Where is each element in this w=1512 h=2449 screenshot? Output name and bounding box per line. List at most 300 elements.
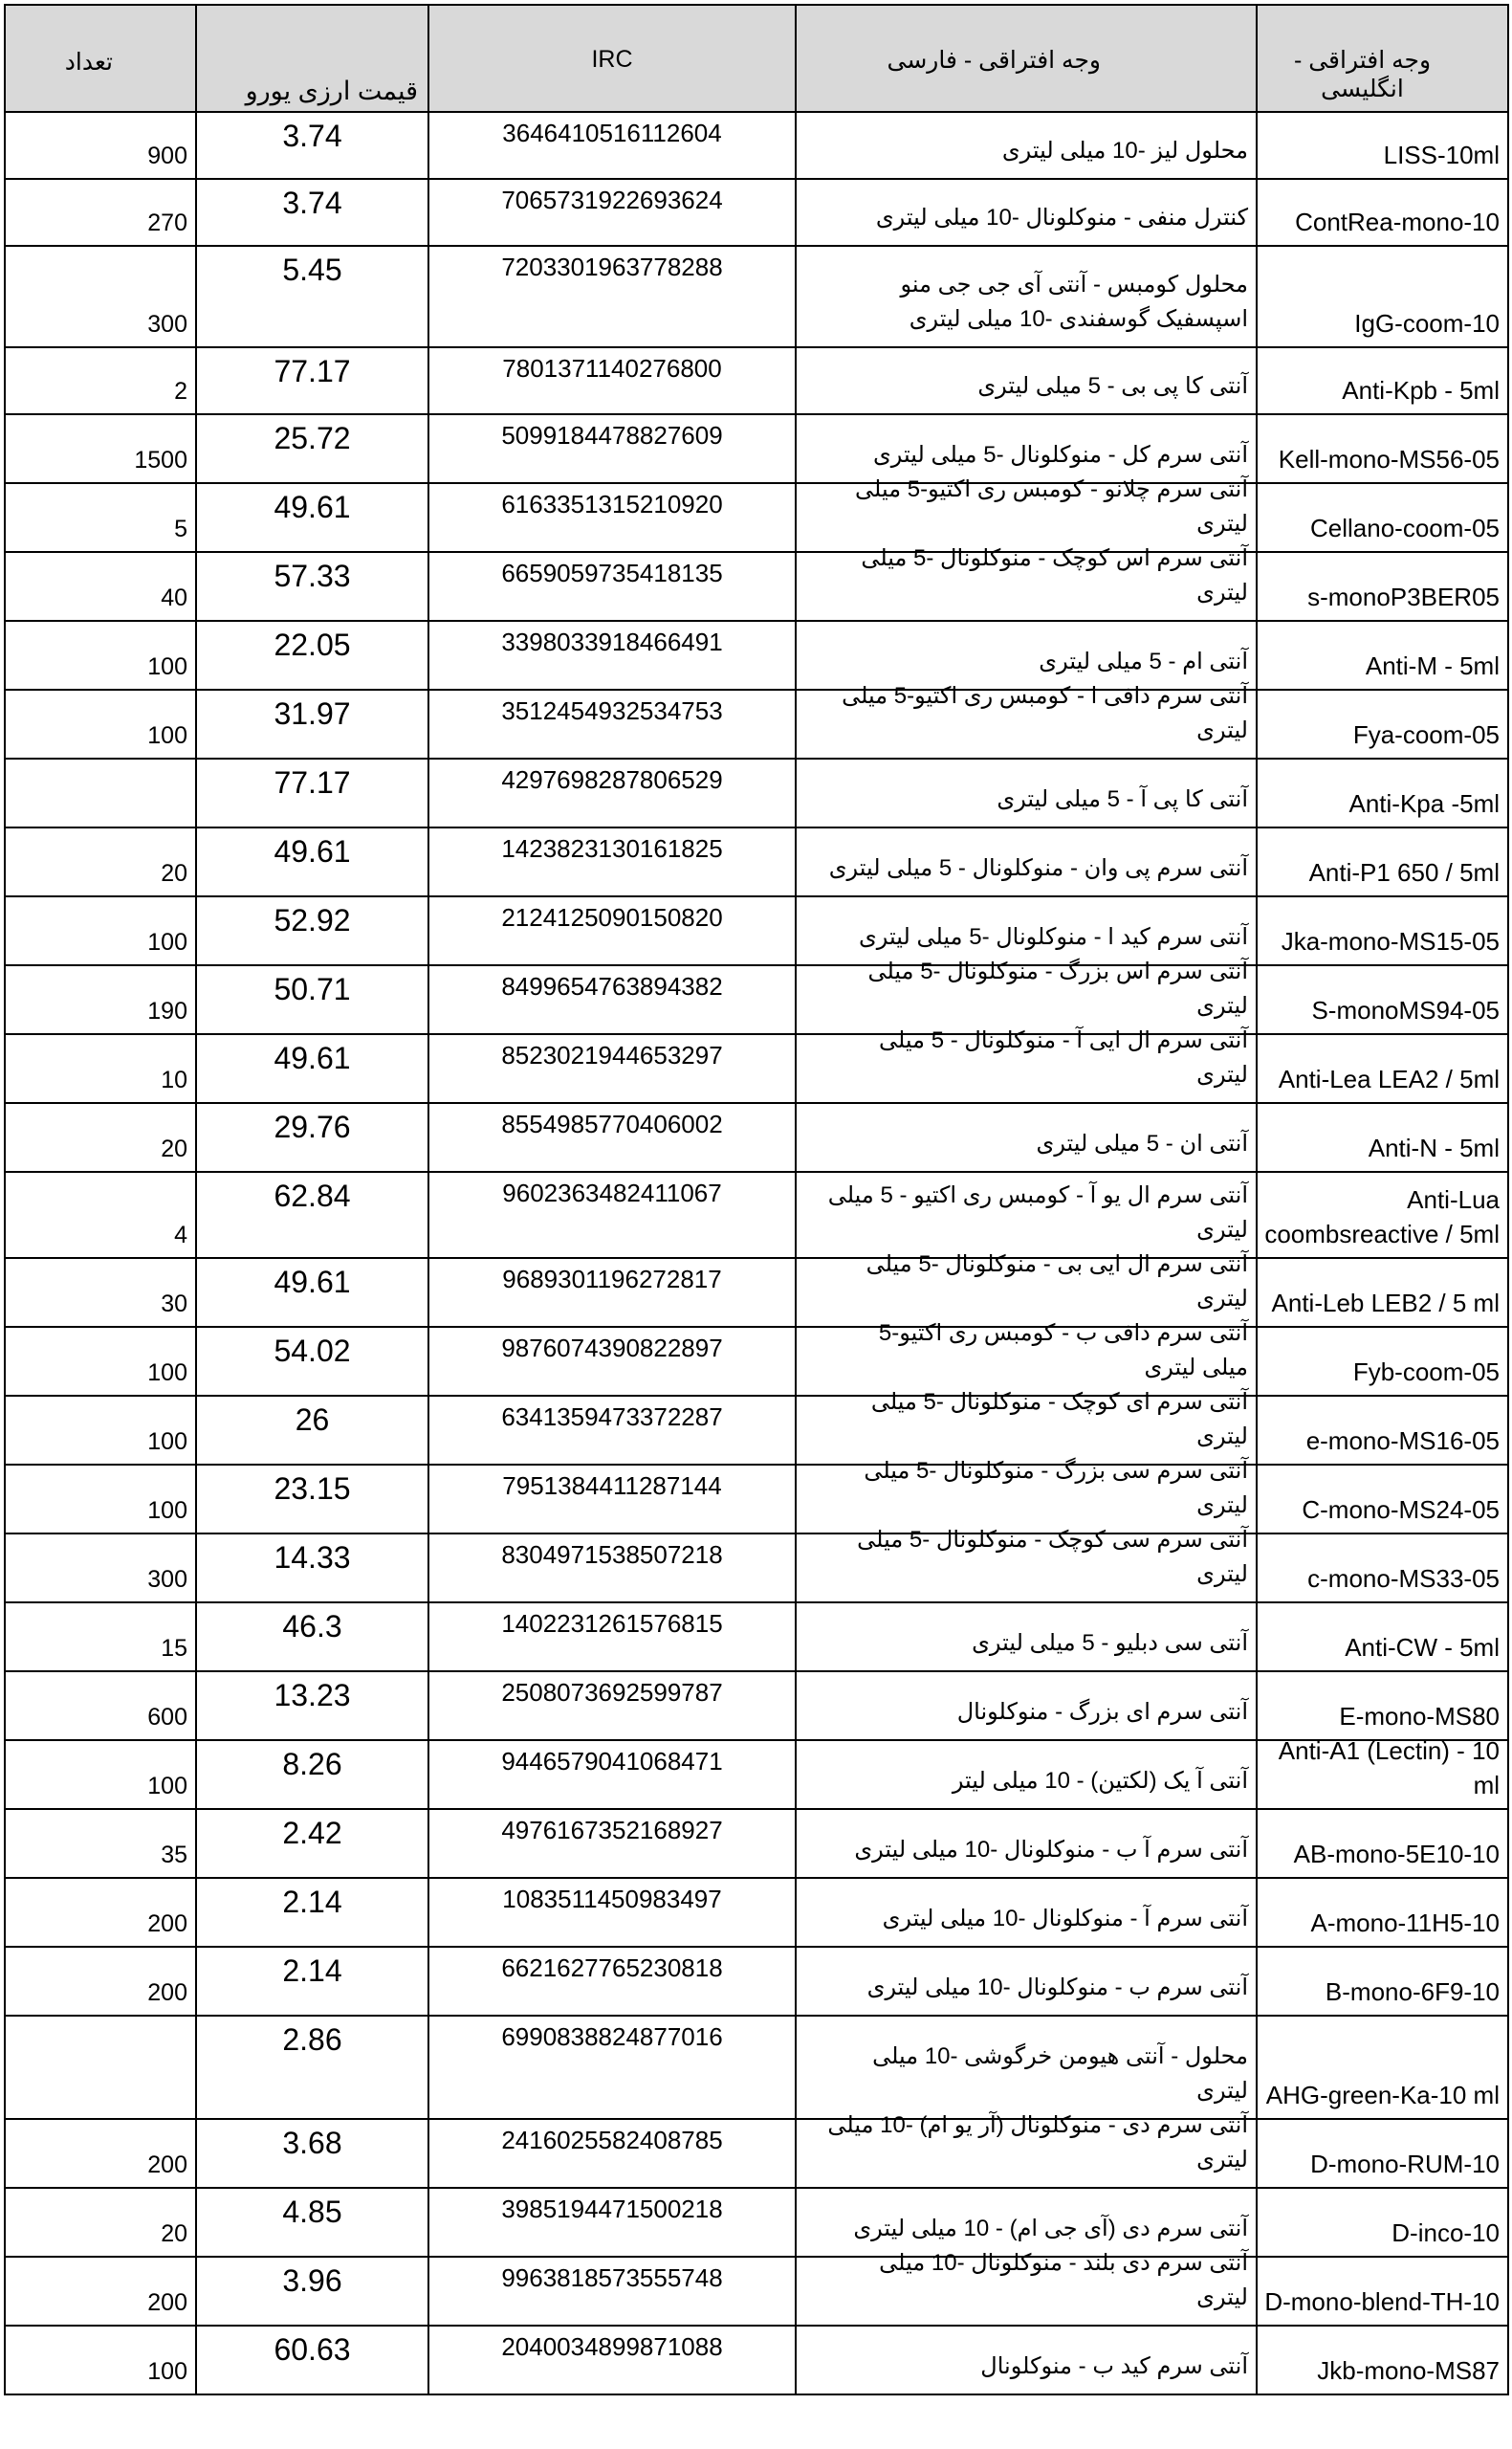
row-price-cell — [196, 1740, 428, 1809]
row-count: 300 — [147, 1566, 187, 1593]
row-irc-cell — [428, 2016, 796, 2119]
row-irc-cell — [428, 690, 796, 759]
row-name-english: Jka-mono-MS15-05 — [1281, 927, 1500, 956]
row-irc: 3398033918466491 — [501, 628, 723, 656]
row-name-english: LISS-10ml — [1383, 141, 1500, 169]
row-irc-cell — [428, 1533, 796, 1602]
row-name-english-cell — [1257, 246, 1508, 347]
row-count-cell — [5, 621, 196, 690]
row-name-english-cell — [1257, 414, 1508, 483]
row-count: 600 — [147, 1704, 187, 1731]
row-irc-cell — [428, 1034, 796, 1103]
row-price: 25.72 — [274, 421, 351, 455]
row-irc: 6163351315210920 — [501, 490, 723, 518]
row-irc: 9602363482411067 — [502, 1179, 722, 1207]
row-name-english-cell — [1257, 1602, 1508, 1671]
table-row — [5, 1878, 1508, 1947]
row-name-english-cell — [1257, 965, 1508, 1034]
row-name-farsi-cell — [796, 1740, 1257, 1809]
row-name-farsi-cell — [796, 1602, 1257, 1671]
row-count: 100 — [147, 1773, 187, 1799]
row-name-english: A-mono-11H5-10 — [1310, 1908, 1500, 1937]
table-row — [5, 2119, 1508, 2188]
row-price-cell — [196, 1396, 428, 1465]
row-name-farsi: آنتی سرم دی بلند - منوکلونال -10 میلی لیتری — [879, 2250, 1248, 2310]
row-price: 29.76 — [274, 1110, 351, 1144]
table-row — [5, 483, 1508, 552]
row-name-english-cell — [1257, 1327, 1508, 1396]
row-irc-cell — [428, 2257, 796, 2326]
row-name-english-cell — [1257, 896, 1508, 965]
table-row — [5, 690, 1508, 759]
row-name-english-cell — [1257, 2326, 1508, 2394]
row-irc-cell — [428, 483, 796, 552]
row-name-english-cell — [1257, 621, 1508, 690]
row-name-farsi: آنتی سرم ال یو آ - کومبس ری اکتیو - 5 میلی لیتری — [827, 1182, 1248, 1243]
row-count-cell — [5, 414, 196, 483]
row-count: 15 — [161, 1635, 187, 1662]
row-name-farsi: آنتی سرم دافی ب - کومبس ری اکتیو-5 میلی لیتری — [878, 1320, 1248, 1380]
row-count-cell — [5, 1103, 196, 1172]
row-name-farsi-cell — [796, 347, 1257, 414]
table-row — [5, 965, 1508, 1034]
row-price-cell — [196, 1671, 428, 1740]
row-count: 100 — [147, 1497, 187, 1524]
row-price: 2.14 — [282, 1885, 342, 1919]
row-name-english-cell — [1257, 1258, 1508, 1327]
row-name-english: Kell-mono-MS56-05 — [1278, 445, 1500, 474]
row-price-cell — [196, 1172, 428, 1258]
row-count-cell — [5, 552, 196, 621]
row-name-farsi-cell — [796, 2112, 1257, 2188]
header-count: تعداد — [5, 5, 196, 112]
row-irc: 3512454932534753 — [501, 696, 723, 725]
row-count-cell — [5, 2257, 196, 2326]
row-count: 100 — [147, 1359, 187, 1386]
table-row — [5, 1465, 1508, 1533]
row-irc-cell — [428, 896, 796, 965]
row-price-cell — [196, 179, 428, 246]
row-price-cell — [196, 1103, 428, 1172]
row-name-english-cell — [1257, 2188, 1508, 2257]
row-name-english: S-monoMS94-05 — [1311, 996, 1500, 1025]
table-row — [5, 2188, 1508, 2257]
row-count-cell — [5, 2016, 196, 2119]
row-name-english-cell — [1257, 179, 1508, 246]
row-name-english-cell — [1257, 1878, 1508, 1947]
row-price-cell — [196, 1602, 428, 1671]
row-irc-cell — [428, 965, 796, 1034]
row-name-english-cell — [1257, 552, 1508, 621]
row-name-farsi-cell — [796, 1947, 1257, 2016]
row-price-cell — [196, 965, 428, 1034]
row-irc: 3646410516112604 — [502, 119, 722, 147]
row-irc-cell — [428, 1465, 796, 1533]
row-price-cell — [196, 2326, 428, 2394]
row-price: 3.74 — [282, 119, 342, 153]
row-count-cell — [5, 2326, 196, 2394]
row-name-farsi-cell — [796, 179, 1257, 246]
row-irc: 9446579041068471 — [501, 1747, 723, 1776]
row-irc-cell — [428, 179, 796, 246]
row-name-farsi: آنتی سرم دافی ا - کومبس ری اکتیو-5 میلی لیتری — [842, 683, 1248, 743]
row-price-cell — [196, 690, 428, 759]
row-irc-cell — [428, 1809, 796, 1878]
row-price-cell — [196, 827, 428, 896]
row-price: 60.63 — [274, 2332, 351, 2367]
row-price: 23.15 — [274, 1471, 351, 1506]
row-irc: 1083511450983497 — [502, 1885, 722, 1913]
row-name-farsi: آنتی ام - 5 میلی لیتری — [1039, 649, 1248, 674]
table-row — [5, 827, 1508, 896]
row-price: 49.61 — [274, 490, 351, 524]
row-price: 2.86 — [282, 2022, 342, 2057]
row-name-farsi: آنتی سرم ال ایی بی - منوکلونال -5 میلی لیتری — [866, 1251, 1248, 1312]
row-irc: 8499654763894382 — [501, 972, 723, 1001]
row-name-english-cell — [1257, 112, 1508, 179]
row-count: 190 — [147, 998, 187, 1025]
row-name-farsi: آنتی سرم ای کوچک - منوکلونال -5 میلی لیتری — [870, 1389, 1248, 1449]
row-price: 26 — [295, 1402, 330, 1437]
table-row — [5, 112, 1508, 179]
row-price-cell — [196, 2257, 428, 2326]
product-table — [4, 4, 1509, 2395]
row-price: 5.45 — [282, 253, 342, 287]
row-irc-cell — [428, 1396, 796, 1465]
row-irc: 5099184478827609 — [501, 421, 723, 450]
row-name-farsi-cell — [796, 1527, 1257, 1602]
row-name-english-cell — [1257, 483, 1508, 552]
row-irc-cell — [428, 1602, 796, 1671]
row-irc: 2124125090150820 — [501, 903, 723, 932]
row-name-farsi: آنتی سرم ب - منوکلونال -10 میلی لیتری — [866, 1975, 1248, 2000]
header-english: وجه افتراقی - انگلیسی — [1257, 5, 1508, 112]
row-irc: 6659059735418135 — [501, 559, 723, 587]
row-name-english: Anti-Lua coombsreactive / 5ml — [1264, 1185, 1500, 1248]
row-name-farsi-cell — [796, 2016, 1257, 2119]
table-row — [5, 2257, 1508, 2326]
row-name-english: Fyb-coom-05 — [1352, 1357, 1500, 1386]
row-price-cell — [196, 1809, 428, 1878]
row-price: 50.71 — [274, 972, 351, 1006]
row-price: 52.92 — [274, 903, 351, 938]
table-row — [5, 1809, 1508, 1878]
row-irc-cell — [428, 1172, 796, 1258]
row-price-cell — [196, 1947, 428, 2016]
row-name-english-cell — [1257, 690, 1508, 759]
row-name-english-cell — [1257, 827, 1508, 896]
row-name-farsi: آنتی سرم سی بزرگ - منوکلونال -5 میلی لیتری — [864, 1458, 1248, 1518]
table-row — [5, 414, 1508, 483]
row-name-farsi: آنتی سرم کید ا - منوکلونال -5 میلی لیتری — [858, 924, 1248, 950]
row-name-farsi-cell — [796, 1878, 1257, 1947]
row-irc-cell — [428, 621, 796, 690]
row-irc: 4297698287806529 — [501, 765, 723, 794]
row-price-cell — [196, 552, 428, 621]
row-price: 49.61 — [274, 1041, 351, 1075]
row-irc-cell — [428, 1740, 796, 1809]
row-irc-cell — [428, 827, 796, 896]
row-irc: 7801371140276800 — [502, 354, 722, 383]
row-irc-cell — [428, 1258, 796, 1327]
row-name-farsi: آنتی سرم اس کوچک - منوکلونال -5 میلی لیتری — [861, 545, 1248, 606]
row-irc-cell — [428, 1103, 796, 1172]
row-name-english: Anti-Kpb - 5ml — [1342, 376, 1500, 405]
row-name-english: Anti-M - 5ml — [1365, 651, 1500, 680]
row-name-farsi: آنتی سرم سی کوچک - منوکلونال -5 میلی لیتری — [857, 1527, 1248, 1587]
table-row — [5, 552, 1508, 621]
table-row — [5, 1258, 1508, 1327]
row-price-cell — [196, 1533, 428, 1602]
row-irc: 8523021944653297 — [501, 1041, 723, 1070]
table-row — [5, 1103, 1508, 1172]
row-count-cell — [5, 1396, 196, 1465]
row-name-farsi: محلول - آنتی هیومن خرگوشی -10 میلی لیتری — [872, 2043, 1248, 2104]
row-count-cell — [5, 483, 196, 552]
table-row — [5, 347, 1508, 414]
row-irc-cell — [428, 246, 796, 347]
row-price: 3.74 — [282, 186, 342, 220]
row-price-cell — [196, 112, 428, 179]
row-count-cell — [5, 1465, 196, 1533]
row-name-farsi: کنترل منفی - منوکلونال -10 میلی لیتری — [875, 205, 1248, 231]
row-price-cell — [196, 246, 428, 347]
table-row — [5, 246, 1508, 347]
row-name-farsi: آنتی سرم ای بزرگ - منوکلونال — [956, 1699, 1248, 1725]
row-name-farsi: آنتی سرم کید ب - منوکلونال — [980, 2353, 1248, 2379]
row-name-farsi-cell — [796, 1671, 1257, 1740]
row-price-cell — [196, 896, 428, 965]
table-row — [5, 179, 1508, 246]
row-name-farsi: آنتی آ یک (لکتین) - 10 میلی لیتر — [952, 1768, 1248, 1794]
row-price: 31.97 — [274, 696, 351, 731]
row-count: 1500 — [134, 447, 187, 474]
row-count: 30 — [161, 1291, 187, 1317]
row-count-cell — [5, 179, 196, 246]
row-price: 4.85 — [282, 2195, 342, 2229]
row-name-farsi: آنتی سرم دی (آی جی ام) - 10 میلی لیتری — [853, 2216, 1248, 2241]
row-count: 20 — [161, 1136, 187, 1162]
row-irc: 4976167352168927 — [501, 1816, 723, 1844]
row-count-cell — [5, 1671, 196, 1740]
row-count-cell — [5, 759, 196, 827]
table-row — [5, 1327, 1508, 1396]
row-name-english-cell — [1257, 1172, 1508, 1258]
row-name-farsi-cell — [796, 827, 1257, 896]
header-irc: IRC — [428, 5, 796, 112]
row-name-farsi-cell — [796, 112, 1257, 179]
table-row — [5, 1396, 1508, 1465]
row-irc: 1423823130161825 — [501, 834, 723, 863]
row-irc: 1402231261576815 — [501, 1609, 723, 1638]
row-price-cell — [196, 2119, 428, 2188]
row-irc: 2508073692599787 — [501, 1678, 723, 1707]
row-name-english: Fya-coom-05 — [1352, 720, 1500, 749]
row-irc-cell — [428, 414, 796, 483]
row-name-farsi: آنتی سرم آ - منوکلونال -10 میلی لیتری — [882, 1906, 1248, 1931]
row-name-farsi: آنتی ان - 5 میلی لیتری — [1036, 1131, 1248, 1157]
row-irc: 8304971538507218 — [501, 1540, 723, 1569]
row-count-cell — [5, 112, 196, 179]
row-name-english-cell — [1257, 347, 1508, 414]
row-irc-cell — [428, 2326, 796, 2394]
table-row — [5, 1740, 1508, 1809]
row-count: 270 — [147, 210, 187, 236]
row-name-farsi: آنتی سرم کل - منوکلونال -5 میلی لیتری — [872, 442, 1248, 468]
row-price-cell — [196, 2188, 428, 2257]
row-price-cell — [196, 1465, 428, 1533]
row-price: 8.26 — [282, 1747, 342, 1781]
row-irc: 2040034899871088 — [501, 2332, 723, 2361]
row-price: 22.05 — [274, 628, 351, 662]
row-count: 5 — [174, 516, 187, 542]
row-price: 49.61 — [274, 1265, 351, 1299]
row-count: 900 — [147, 143, 187, 169]
row-name-english: E-mono-MS80 — [1339, 1702, 1500, 1731]
row-name-english-cell — [1257, 1465, 1508, 1533]
row-name-english: ContRea-mono-10 — [1295, 208, 1500, 236]
row-count-cell — [5, 690, 196, 759]
row-count: 100 — [147, 929, 187, 956]
row-price-cell — [196, 347, 428, 414]
row-irc-cell — [428, 1671, 796, 1740]
row-count: 2 — [174, 378, 187, 405]
row-count-cell — [5, 1533, 196, 1602]
row-name-english-cell — [1257, 1809, 1508, 1878]
row-price: 2.14 — [282, 1953, 342, 1988]
table-row — [5, 1533, 1508, 1602]
row-count-cell — [5, 1809, 196, 1878]
row-name-english-cell — [1257, 1034, 1508, 1103]
row-name-english-cell — [1257, 1947, 1508, 2016]
row-count-cell — [5, 1602, 196, 1671]
row-name-english-cell — [1257, 2016, 1508, 2119]
row-name-english: D-mono-blend-TH-10 — [1264, 2287, 1500, 2316]
row-price: 77.17 — [274, 765, 351, 800]
row-count-cell — [5, 1034, 196, 1103]
row-price: 13.23 — [274, 1678, 351, 1712]
row-price: 3.68 — [282, 2126, 342, 2160]
row-name-english: B-mono-6F9-10 — [1325, 1977, 1500, 2006]
row-name-farsi-cell — [796, 2250, 1257, 2326]
row-irc-cell — [428, 552, 796, 621]
row-name-english: IgG-coom-10 — [1354, 309, 1500, 338]
row-count-cell — [5, 965, 196, 1034]
row-name-english: Anti-Leb LEB2 / 5 ml — [1271, 1289, 1500, 1317]
row-price: 49.61 — [274, 834, 351, 869]
table-row — [5, 621, 1508, 690]
row-price-cell — [196, 1034, 428, 1103]
row-price-cell — [196, 1258, 428, 1327]
row-count-cell — [5, 1172, 196, 1258]
row-irc: 7065731922693624 — [501, 186, 723, 214]
row-price: 14.33 — [274, 1540, 351, 1575]
row-name-farsi: آنتی سرم چلانو - کومبس ری اکتیو-5 میلی لیتری — [855, 476, 1248, 537]
row-count-cell — [5, 1878, 196, 1947]
row-irc-cell — [428, 1327, 796, 1396]
row-name-english: Anti-N - 5ml — [1368, 1134, 1500, 1162]
row-price-cell — [196, 1327, 428, 1396]
row-count-cell — [5, 2119, 196, 2188]
row-name-english: Anti-Kpa -5ml — [1348, 789, 1500, 818]
row-irc-cell — [428, 759, 796, 827]
row-irc: 7203301963778288 — [501, 253, 723, 281]
table-row — [5, 896, 1508, 965]
row-irc: 9689301196272817 — [502, 1265, 722, 1293]
row-count: 100 — [147, 1428, 187, 1455]
row-name-english: Anti-Lea LEA2 / 5ml — [1278, 1065, 1500, 1093]
row-name-english: D-mono-RUM-10 — [1310, 2150, 1500, 2178]
row-irc-cell — [428, 347, 796, 414]
row-count: 20 — [161, 2220, 187, 2247]
row-price-cell — [196, 414, 428, 483]
row-count-cell — [5, 347, 196, 414]
row-count: 100 — [147, 653, 187, 680]
row-name-english: AB-mono-5E10-10 — [1293, 1840, 1500, 1868]
row-count-cell — [5, 1258, 196, 1327]
row-count: 200 — [147, 1910, 187, 1937]
row-name-farsi: محلول لیز -10 میلی لیتری — [1001, 138, 1248, 164]
row-name-english: Jkb-mono-MS87 — [1317, 2356, 1500, 2385]
row-price: 2.42 — [282, 1816, 342, 1850]
row-name-english: AHG-green-Ka-10 ml — [1265, 2081, 1500, 2109]
row-name-english: C-mono-MS24-05 — [1302, 1495, 1500, 1524]
table-row — [5, 1671, 1508, 1740]
row-name-farsi: آنتی سرم آ ب - منوکلونال -10 میلی لیتری — [854, 1837, 1248, 1863]
row-name-english: s-monoP3BER05 — [1307, 583, 1500, 611]
row-name-english-cell — [1257, 2257, 1508, 2326]
row-name-english: c-mono-MS33-05 — [1307, 1564, 1500, 1593]
row-irc: 6621627765230818 — [501, 1953, 723, 1982]
table-row — [5, 759, 1508, 827]
row-name-english-cell — [1257, 2119, 1508, 2188]
row-irc-cell — [428, 112, 796, 179]
row-price: 62.84 — [274, 1179, 351, 1213]
row-name-english-cell — [1257, 1533, 1508, 1602]
row-irc: 9876074390822897 — [501, 1334, 723, 1362]
row-price: 77.17 — [274, 354, 351, 388]
row-irc: 2416025582408785 — [501, 2126, 723, 2154]
row-count: 40 — [161, 585, 187, 611]
row-price-cell — [196, 2016, 428, 2119]
row-name-farsi-cell — [796, 2326, 1257, 2394]
row-price-cell — [196, 1878, 428, 1947]
row-name-farsi: آنتی سی دبلیو - 5 میلی لیتری — [972, 1630, 1248, 1656]
row-price: 46.3 — [282, 1609, 342, 1644]
table-row — [5, 1602, 1508, 1671]
row-count: 200 — [147, 2151, 187, 2178]
row-name-farsi: آنتی سرم دی - منوکلونال (آر یو ام) -10 میلی لیتری — [827, 2112, 1248, 2173]
row-irc: 3985194471500218 — [501, 2195, 723, 2223]
row-name-farsi-cell — [796, 1027, 1257, 1103]
row-count-cell — [5, 2188, 196, 2257]
row-count-cell — [5, 246, 196, 347]
row-price-cell — [196, 621, 428, 690]
row-name-farsi-cell — [796, 1809, 1257, 1878]
row-irc: 7951384411287144 — [502, 1471, 722, 1500]
row-count: 35 — [161, 1842, 187, 1868]
row-count: 20 — [161, 860, 187, 887]
row-price-cell — [196, 759, 428, 827]
row-count-cell — [5, 896, 196, 965]
row-irc: 6341359473372287 — [501, 1402, 723, 1431]
row-price: 54.02 — [274, 1334, 351, 1368]
row-irc-cell — [428, 1878, 796, 1947]
row-name-english: Anti-CW - 5ml — [1345, 1633, 1500, 1662]
row-name-farsi-cell — [796, 545, 1257, 621]
row-name-english-cell — [1257, 1671, 1508, 1740]
row-irc-cell — [428, 2188, 796, 2257]
